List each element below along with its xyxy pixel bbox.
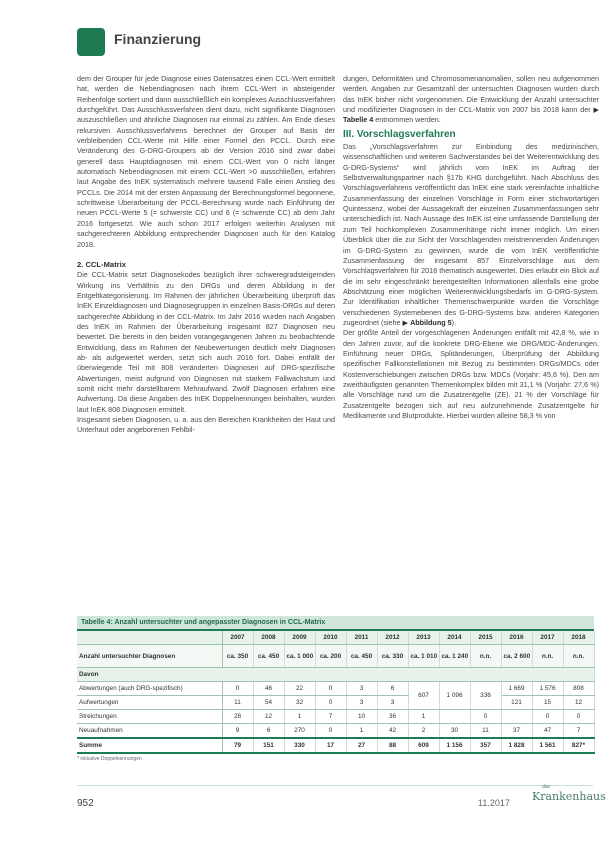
year-header: 2008 [253,631,284,645]
table-cell: n.n. [470,645,501,668]
heading-ccl-matrix: 2. CCL-Matrix [77,259,126,269]
table-cell: 79 [222,738,253,753]
table-cell: 42 [377,724,408,739]
row-label: Anzahl untersuchter Diagnosen [77,645,222,668]
table-row-approx [77,645,594,668]
left-column [77,74,335,436]
year-header: 2009 [284,631,315,645]
table-cell: 609 [408,738,439,753]
table-cell: n.n. [532,645,563,668]
logo-prefix: das [542,784,551,790]
section-title: Finanzierung [114,31,202,47]
table-cell: 1 828 [501,738,532,753]
table-cell: 3 [377,696,408,710]
table-cell: 11 [470,724,501,739]
right-paragraph-1-text: dungen, Deformitäten und Chromosomenanomalien, sollen neu aufgenommen werden. Angaben zur Gesamtzahl der untersuchten Diagnosen wurden durch das InEK bisher nicht vorgenommen. Die Entwicklung der Anzahl untersuchter und modifizierter Diagnosen in der CCL-Matrix von 2007 bis 2018 kann der [343,74,599,115]
table-cell: 15 [532,696,563,710]
table-cell: 12 [253,710,284,724]
magazine-logo: Krankenhaus [532,790,606,803]
year-header: 2011 [346,631,377,645]
section-badge [77,28,105,56]
table-cell: ca. 330 [377,645,408,668]
table-cell: ca. 1 000 [284,645,315,668]
left-paragraph-1: dem der Grouper für jede Diagnose eines Datensatzes einen CCL-Wert ermittelt hat, werden die Nebendiagnosen nach ihrem CCL-Wert in absteigender Reihenfolge sortiert und dann ausschließlich ein komplexes Ausschlussverfahren durchgeführt. Das Ausschlussverfahren dient dazu, nicht signifikante Diagnosen auszuschließen und ähnliche Diagnosen nur einmal zu zählen. Am Ende dieses rekursiven Ausschlussverfahrens berechnet der Grouper auf Basis der verbleibenden CCL-Werte mit Hilfe einer Formel den PCCL. Durch eine Veränderung des G-DRG-Groupers ab der Version 2016 sind zwar dabei generell dass Hauptdiagnosen mit einem CCL-Wert von 0 nicht länger automatisch Nebendiagnosen mit einem CCL-Wert >0 ausschließen, erfahren laut Angabe des InEK systematisch mehrere tausend Fälle einen Anstieg des PCCLs. Die 2014 mit der ersten Anpassung der Berechnungsformel begonnene, schrittweise Überarbeitung der PCCL-Berechnung wurde nach Einführung der neuen PCCL-Werte 5 (= schwerste CC) und 6 (= schwerste CC) ab dem Jahr 2016 fortgesetzt. Wie auch schon 2017 erfolgen weiterhin Analysen mit sachgerechteren Abbildung entsprechender Diagnosen auch für den Katalog 2018. [77,74,335,249]
table-cell: 0 [563,710,594,724]
table-row-davon [77,668,594,682]
table-4 [77,616,594,762]
page-number: 952 [77,798,94,809]
row-label: Summe [77,738,222,753]
figure-reference[interactable]: Abbildung 5 [410,317,452,327]
table-cell: 1 [284,710,315,724]
arrow-right-icon: ▶ [402,317,411,327]
year-header: 2017 [532,631,563,645]
table-cell: 1 [408,710,439,724]
table-cell: 10 [346,710,377,724]
table-cell: 30 [439,724,470,739]
table-cell: 1 669 [501,682,532,696]
table-cell: 37 [501,724,532,739]
table-cell: 6 [253,724,284,739]
table-cell: 47 [532,724,563,739]
table-cell: ca. 350 [222,645,253,668]
table-cell: ca. 2 600 [501,645,532,668]
table-cell: ca. 450 [253,645,284,668]
table-header-row [77,631,594,645]
right-paragraph-2-text: Das „Vorschlagsverfahren zur Einbindung des medizinischen, wissenschaftlichen und weiteren Sachverstandes bei der Weiterentwicklung des G-DRG-Systems“ wird jährlich vom InEK im Auftrag der Selbstverwaltungspartner nach §17b KHG durchgeführt. Nach Abschluss des Vorschlagsverfahrens veröffentlicht das InEK eine stark vereinfachte inhaltliche Zusammenfassung der einzelnen Vorschläge in Form einer stichwortartigen Quintessenz, wobei der Aussagekraft der einzelnen Zusammenfassungen sehr unterschiedlich ist. Nach Aussage des InEK ist eine umfassende Darstellung der zum Teil hochkomplexen Zusammenhänge nicht immer möglich. Um einen Überblick über die zur Sicht der Vorschlagenden meistnennenden Änderungen im G-DRG-System zu gewinnen, wurde die vom InEK veröffentlichte Zusammenfassung der insgesamt 857 Einzelvorschläge aus dem Vorschlagsverfahren für 2018 thematisch ausgewertet. Dies erlaubt ein Blick auf die im sehr eingeschränkt bereitgestellten Informationen allenfalls eine grobe Abschätzung einer möglichen Weiterentwicklungsbedarfs im G-DRG-System. Zur Identifikation inhaltlicher Themenschwerpunkte wurden die Vorschläge verschiedenen Systemebenen des G-DRG-Systems bzw. anderen Kategorien zugeordnet (siehe [343,142,599,327]
table-reference[interactable]: Tabelle 4 [343,115,374,125]
table-cell: 9 [222,724,253,739]
table-cell-merged: 336 [470,682,501,710]
table-cell: 1 576 [532,682,563,696]
row-label: Abwertungen (auch DRG-spezifisch) [77,682,222,696]
table-cell: ca. 200 [315,645,346,668]
table-cell [501,710,532,724]
table-cell: 0 [222,682,253,696]
table-cell: 54 [253,696,284,710]
year-header: 2015 [470,631,501,645]
table-cell: 357 [470,738,501,753]
table-cell: 17 [315,738,346,753]
year-header: 2012 [377,631,408,645]
right-paragraph-1 [343,74,599,126]
table-row-sum [77,738,594,753]
left-paragraph-3: Insgesamt sieben Diagnosen, u. a. aus den Bereichen Krankheiten der Haut und Unterhaut oder angeborenen Fehlbil- [77,415,335,435]
table-cell: 3 [346,682,377,696]
table-cell: 808 [563,682,594,696]
table-cell: 270 [284,724,315,739]
year-header: 2013 [408,631,439,645]
table-row [77,710,594,724]
footer-divider [77,785,593,786]
table-footnote: * inklusive Doppelnennungen [77,756,142,762]
table-cell: 0 [315,696,346,710]
table-cell: 827* [563,738,594,753]
year-header: 2018 [563,631,594,645]
table-cell: 151 [253,738,284,753]
heading-vorschlagsverfahren: III. Vorschlagsverfahren [343,128,456,140]
right-column [343,74,599,421]
table-cell: 7 [315,710,346,724]
table-cell: 46 [253,682,284,696]
table-cell: n.n. [563,645,594,668]
table-cell: ca. 450 [346,645,377,668]
table-cell: 22 [284,682,315,696]
table-cell: 0 [532,710,563,724]
table-cell: ca. 1 010 [408,645,439,668]
table-cell-merged: 1 096 [439,682,470,710]
table-cell: 1 561 [532,738,563,753]
table-cell: 0 [315,682,346,696]
table-cell: 32 [284,696,315,710]
table-header-empty [77,631,222,645]
right-paragraph-3: Der größte Anteil der vorgeschlagenen Änderungen entfällt mit 42,8 %, wie in den Jahren zuvor, auf die konkrete DRG-Ebene wie DRG/MDC-Änderungen, Einführung neuer DRGs, Splitänderungen, Überprüfung der Abbildung spezifischer Fallkonstellationen mit Bezug zu bestimmten DRGs/MDCs oder Kostenverschiebungen zwischen DRGs bzw. MDCs (Vorjahr: 45,6 %). Den am zweithäufigsten genannten Themenkomplex bilden mit 31,1 % (Vorjahr: 27,6 %) alle Vorschläge rund um die Zusatzentgelte (ZE). 21 % der Vorschläge für Zusatzentgelte bezogen sich auf neu aufzunehmende Zusatzentgelte für Medikamente und Blutprodukte. Hierbei wurden alleine 58,3 % von [343,328,599,420]
table-cell: 28 [222,710,253,724]
table-cell: 2 [408,724,439,739]
year-header: 2007 [222,631,253,645]
table-cell: 27 [346,738,377,753]
table-cell: 0 [470,710,501,724]
davon-label: Davon [77,668,594,682]
table-cell: 121 [501,696,532,710]
issue-number: 11.2017 [478,798,510,808]
table-caption: Tabelle 4: Anzahl untersuchter und angepasster Diagnosen in CCL-Matrix [77,616,594,631]
table-cell-merged: 607 [408,682,439,710]
left-paragraph-2: Die CCL-Matrix setzt Diagnosekodes bezüglich ihrer schweregradsteigernden Wirkung ins Verhältnis zu den DRGs und deren Abbildung in der Entgeltkategorisierung. Im Rahmen der jährlichen Überarbeitung überprüft das InEK Einzeldiagnosen und Diagnosegruppen in einzelnen Basis-DRGs auf deren sachgerechte Abbildung in der CCL-Matrix. Im Jahr 2016 wurden nach Angaben des InEK im Rahmen der Überarbeitung insgesamt 827 Diagnosen neu bewertet. Die bereits in den beiden vorangegangenen Jahren zu beobachtende Entwicklung, dass im Rahmen der Neubewertungen deutlich mehr Diagnosen ab- als aufgewertet werden, setzt sich auch 2016 fort. Dabei entfällt der überwiegende Teil mit 808 veränderten Diagnosen auf DRG-spezifische Abwertungen, meist aufgrund von Diagnosen mit starkem Fallwachstum und somit nicht mehr darstellbarem Mehraufwand. Zwölf Diagnosen erfahren eine Aufwertung. Da diese Angaben des InEK Doppelnennungen beinhalten, wurden laut InEK 808 Diagnosen ermittelt. [77,270,335,414]
table-cell: 12 [563,696,594,710]
right-paragraph-2 [343,142,599,328]
table-cell: 3 [346,696,377,710]
right-paragraph-2-end: ). [451,317,456,327]
table-cell [439,710,470,724]
table-row [77,724,594,739]
year-header: 2010 [315,631,346,645]
table-cell: 11 [222,696,253,710]
table-row [77,682,594,696]
year-header: 2014 [439,631,470,645]
table-cell: 1 [346,724,377,739]
table-cell: 330 [284,738,315,753]
arrow-right-icon: ▶ [593,105,599,115]
row-label: Neuaufnahmen [77,724,222,739]
table-cell: ca. 1 240 [439,645,470,668]
row-label: Streichungen [77,710,222,724]
table-cell: 7 [563,724,594,739]
table-cell: 88 [377,738,408,753]
table-cell: 1 156 [439,738,470,753]
right-paragraph-1-end: entnommen werden. [373,115,441,125]
row-label: Aufwertungen [77,696,222,710]
table-row [77,696,594,710]
table-cell: 36 [377,710,408,724]
ccl-table [77,631,595,754]
year-header: 2016 [501,631,532,645]
table-cell: 0 [315,724,346,739]
table-cell: 6 [377,682,408,696]
